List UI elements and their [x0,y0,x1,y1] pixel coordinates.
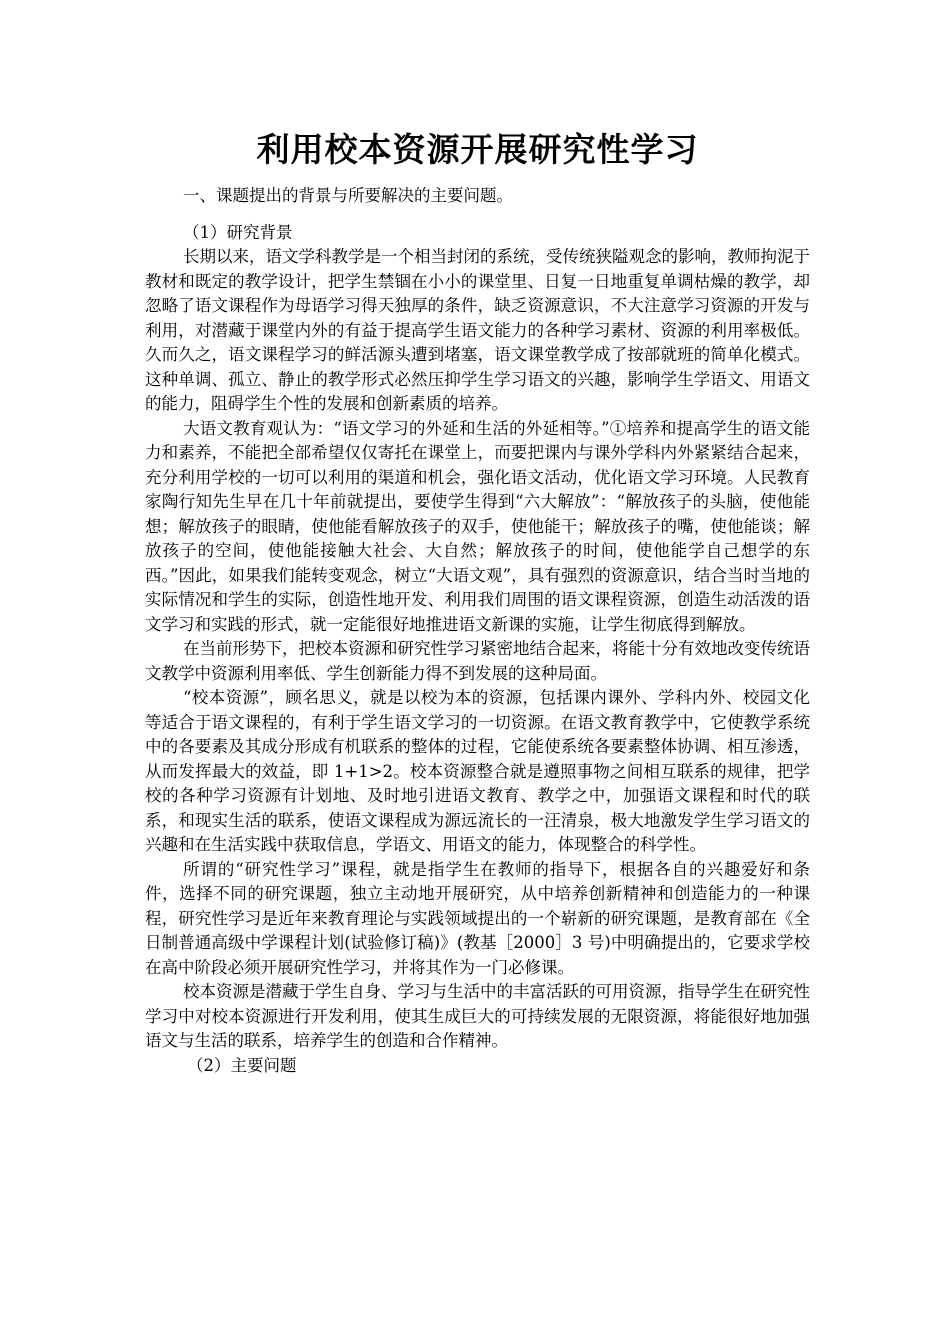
paragraph: 所谓的“研究性学习”课程，就是指学生在教师的指导下，根据各自的兴趣爱好和条件，选择不同的研究课题，独立主动地开展研究，从中培养创新精神和创造能力的一种课程，研究性学习是近年来教育理论与实践领域提出的一个崭新的研究课题，是教育部在《全日制普通高级中学课程计划(试验修订稿)》(教基［2000］3 号)中明确提出的，它要求学校在高中阶段必须开展研究性学习，并将其作为一门必修课。 [145,859,810,977]
paragraph: “校本资源”，顾名思义，就是以校为本的资源，包括课内课外、学科内外、校园文化等适合于语文课程的，有利于学生语文学习的一切资源。在语文教育教学中，它使教学系统中的各要素及其成分形成有机联系的整体的过程，它能使系统各要素整体协调、相互渗透，从而发挥最大的效益，即 1+1>2。校本资源整合就是遵照事物之间相互联系的规律，把学校的各种学习资源有计划地、及时地引进语文教育、教学之中，加强语文课程和时代的联系，和现实生活的联系，使语文课程成为源远流长的一汪清泉，极大地激发学生学习语文的兴趣和在生活实践中获取信息，学语文、用语文的能力，体现整合的科学性。 [145,688,810,854]
document-title: 利用校本资源开展研究性学习 [256,130,699,169]
subsection-heading-problems: （2）主要问题 [187,1055,297,1075]
document-page [145,120,810,1078]
paragraph: 大语文教育观认为：“语文学习的外延和生活的外延相等。”①培养和提高学生的语文能力和素养，不能把全部希望仅仅寄托在课堂上，而要把课内与课外学科内外紧紧结合起来，充分利用学校的一切可以利用的渠道和机会，强化语文活动，优化语文学习环境。人民教育家陶行知先生早在几十年前就提出，要使学生得到“六大解放”：“解放孩子的头脑，使他能想；解放孩子的眼睛，使他能看解放孩子的双手，使他能干；解放孩子的嘴，使他能谈；解放孩子的空间，使他能接触大社会、大自然；解放孩子的时间，使他能学自己想学的东西。”因此，如果我们能转变观念，树立“大语文观”，具有强烈的资源意识，结合当时当地的实际情况和学生的实际，创造性地开发、利用我们周围的语文课程资源，创造生动活泼的语文学习和实践的形式，就一定能很好地推进语文新课的实施，让学生彻底得到解放。 [145,418,810,634]
paragraph: 长期以来，语文学科教学是一个相当封闭的系统，受传统狭隘观念的影响，教师拘泥于教材和既定的教学设计，把学生禁锢在小小的课堂里、日复一日地重复单调枯燥的教学，却忽略了语文课程作为母语学习得天独厚的条件，缺乏资源意识，不大注意学习资源的开发与利用，对潜藏于课堂内外的有益于提高学生语文能力的各种学习素材、资源的利用率极低。久而久之，语文课程学习的鲜活源头遭到堵塞，语文课堂教学成了按部就班的简单化模式。这种单调、孤立、静止的教学形式必然压抑学生学习语文的兴趣，影响学生学语文、用语文的能力，阻碍学生个性的发展和创新素质的培养。 [145,247,810,413]
paragraph: 在当前形势下，把校本资源和研究性学习紧密地结合起来，将能十分有效地改变传统语文教学中资源利用率低、学生创新能力得不到发展的这种局面。 [145,639,810,683]
paragraph: 校本资源是潜藏于学生自身、学习与生活中的丰富活跃的可用资源，指导学生在研究性学习中对校本资源进行开发利用，使其生成巨大的可持续发展的无限资源，将能很好地加强语文与生活的联系，培养学生的创造和合作精神。 [145,982,810,1050]
section-heading-1: 一、课题提出的背景与所要解决的主要问题。 [183,186,513,205]
subsection-heading-background: （1）研究背景 [183,223,293,242]
